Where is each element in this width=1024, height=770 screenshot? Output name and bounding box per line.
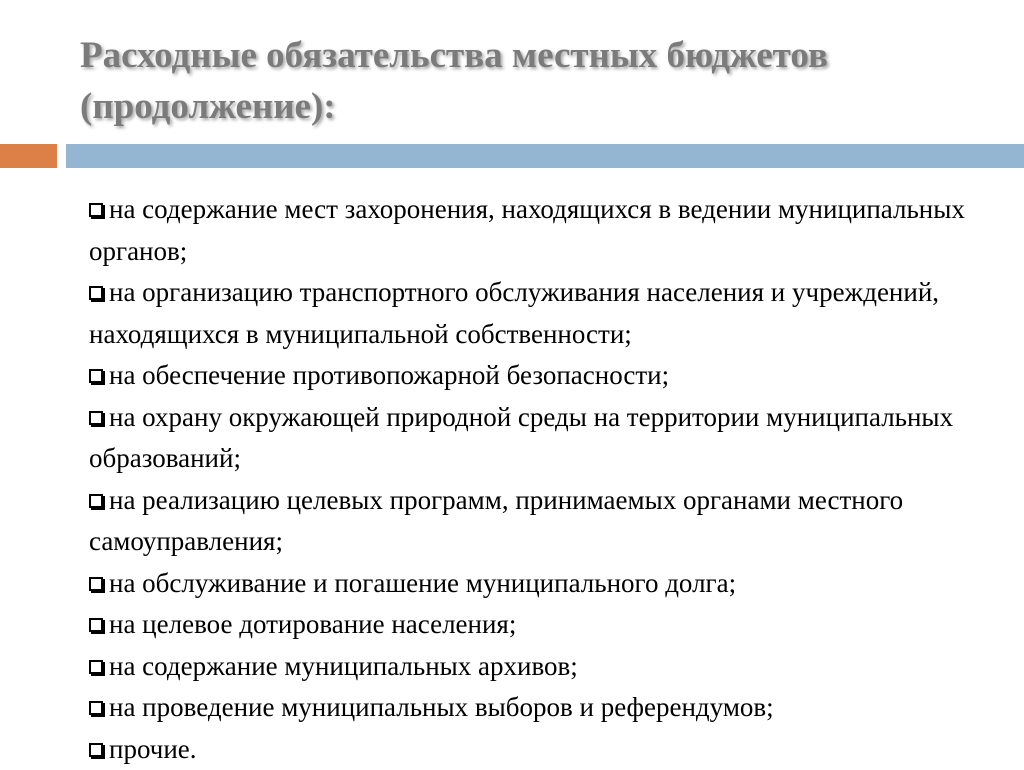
- list-item-text: на обслуживание и погашение муниципального долга;: [109, 568, 736, 598]
- accent-bar-blue: [66, 144, 1024, 168]
- checkbox-square-icon: [89, 411, 103, 425]
- list-item: [89, 272, 1009, 355]
- list-item: [89, 687, 1009, 729]
- list-item-text: на содержание муниципальных архивов;: [109, 651, 578, 681]
- list-item: [89, 729, 1009, 770]
- list-item-text: прочие.: [109, 734, 197, 764]
- list-item-text: на реализацию целевых программ, принимаемых органами местного самоуправления;: [89, 485, 903, 557]
- list-item: [89, 563, 1009, 605]
- bullet-list: [89, 189, 1009, 770]
- list-item: [89, 604, 1009, 646]
- checkbox-square-icon: [89, 701, 103, 715]
- list-item: [89, 189, 1009, 272]
- list-item-text: на организацию транспортного обслуживания населения и учреждений, находящихся в муниципальной собственности;: [89, 277, 939, 349]
- list-item: [89, 397, 1009, 480]
- slide-title: Расходные обязательства местных бюджетов (продолжение):: [80, 30, 980, 132]
- checkbox-square-icon: [89, 618, 103, 632]
- checkbox-square-icon: [89, 577, 103, 591]
- list-item: [89, 480, 1009, 563]
- checkbox-square-icon: [89, 369, 103, 383]
- checkbox-square-icon: [89, 743, 103, 757]
- list-item-text: на проведение муниципальных выборов и референдумов;: [109, 692, 774, 722]
- checkbox-square-icon: [89, 286, 103, 300]
- list-item-text: на целевое дотирование населения;: [109, 609, 516, 639]
- list-item: [89, 355, 1009, 397]
- list-item-text: на содержание мест захоронения, находящихся в ведении муниципальных органов;: [89, 194, 965, 266]
- list-item: [89, 646, 1009, 688]
- list-item-text: на охрану окружающей природной среды на территории муниципальных образований;: [89, 402, 953, 474]
- accent-bar-orange: [0, 144, 57, 168]
- checkbox-square-icon: [89, 660, 103, 674]
- checkbox-square-icon: [89, 203, 103, 217]
- list-item-text: на обеспечение противопожарной безопасности;: [109, 360, 669, 390]
- checkbox-square-icon: [89, 494, 103, 508]
